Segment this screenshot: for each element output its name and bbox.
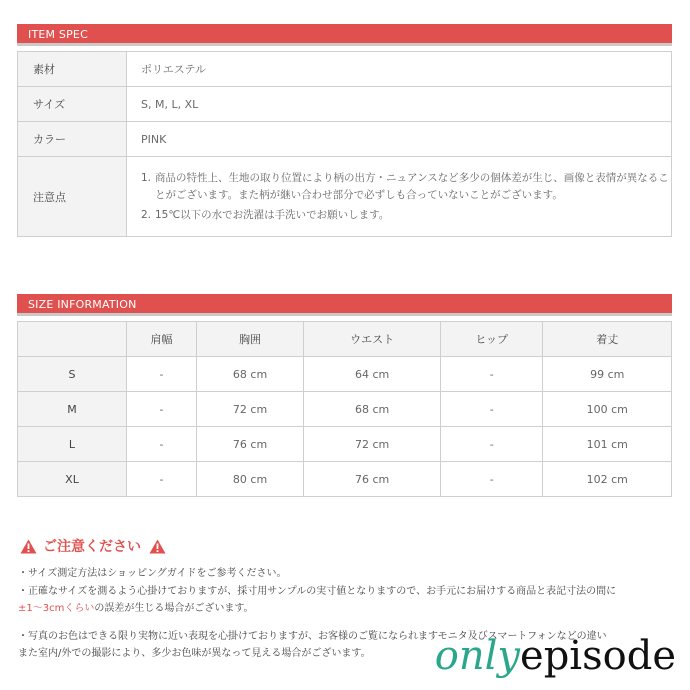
notice-highlight: ±1～3cmくらい xyxy=(18,603,95,614)
size-cell: 99 cm xyxy=(543,357,672,392)
spec-row-notes xyxy=(18,157,672,237)
spec-row-size xyxy=(18,87,672,122)
size-cell: 68 cm xyxy=(196,357,303,392)
size-cell: L xyxy=(18,427,127,462)
spec-value: S, M, L, XL xyxy=(127,87,672,122)
size-cell: 68 cm xyxy=(304,392,441,427)
brand-watermark xyxy=(434,633,676,679)
size-cell: 64 cm xyxy=(304,357,441,392)
item-spec-table xyxy=(17,51,672,237)
size-cell: - xyxy=(127,427,197,462)
size-header-cell: ウエスト xyxy=(304,322,441,357)
size-header-row xyxy=(18,322,672,357)
size-cell: - xyxy=(441,462,543,497)
size-info-title: SIZE INFORMATION xyxy=(17,294,672,316)
spec-label: カラー xyxy=(18,122,127,157)
notice-heading xyxy=(20,536,166,556)
note-number: 1. xyxy=(141,171,152,184)
notice-line: ・サイズ測定方法はショッピングガイドをご参考ください。 xyxy=(18,568,287,579)
notice-text: の誤差が生じる場合がございます。 xyxy=(94,603,254,614)
size-table xyxy=(17,321,672,497)
spec-value: ポリエステル xyxy=(127,52,672,87)
size-cell: 76 cm xyxy=(196,427,303,462)
item-spec-title: ITEM SPEC xyxy=(17,24,672,46)
spec-label: 素材 xyxy=(18,52,127,87)
size-row xyxy=(18,392,672,427)
warning-icon xyxy=(149,539,166,554)
size-cell: 100 cm xyxy=(543,392,672,427)
size-cell: - xyxy=(441,392,543,427)
notice-line: ・写真のお色はできる限り実物に近い表現を心掛けておりますが、お客様のご覧になられますモニタ及びスマートフォンなどの違い xyxy=(18,630,607,642)
size-header-cell: 着丈 xyxy=(543,322,672,357)
size-header-cell: 肩幅 xyxy=(127,322,197,357)
note-item xyxy=(141,170,671,204)
spec-label: 注意点 xyxy=(18,157,127,237)
size-cell: 80 cm xyxy=(196,462,303,497)
spec-row-color xyxy=(18,122,672,157)
size-cell: - xyxy=(441,427,543,462)
note-text: 15℃以下の水でお洗濯は手洗いでお願いします。 xyxy=(155,208,390,221)
warning-icon xyxy=(20,539,37,554)
notice-line xyxy=(18,600,673,618)
size-cell: XL xyxy=(18,462,127,497)
size-cell: - xyxy=(441,357,543,392)
spec-label: サイズ xyxy=(18,87,127,122)
size-cell: 72 cm xyxy=(196,392,303,427)
spec-row-material xyxy=(18,52,672,87)
size-cell: - xyxy=(127,462,197,497)
size-cell: 72 cm xyxy=(304,427,441,462)
size-header-cell: 胸囲 xyxy=(196,322,303,357)
notice-line: ・正確なサイズを測るよう心掛けておりますが、採寸用サンプルの実寸値となりますので、お手元にお届けする商品と表記寸法の間に xyxy=(18,585,617,597)
size-row xyxy=(18,427,672,462)
watermark-part: only xyxy=(434,633,521,679)
size-header-cell xyxy=(18,322,127,357)
size-row xyxy=(18,357,672,392)
spec-value: PINK xyxy=(127,122,672,157)
size-header-cell: ヒップ xyxy=(441,322,543,357)
note-number: 2. xyxy=(141,208,152,221)
note-item xyxy=(141,207,671,224)
notes-list xyxy=(141,170,671,224)
size-cell: - xyxy=(127,357,197,392)
notice-title: ご注意ください xyxy=(43,539,141,555)
note-text: 商品の特性上、生地の取り位置により柄の出方・ニュアンスなど多少の個体差が生じ、画像と表情が異なることがございます。また柄が継い合わせ部分で必ずしも合っていないことがございます。 xyxy=(155,171,669,201)
size-cell: 76 cm xyxy=(304,462,441,497)
size-cell: 101 cm xyxy=(543,427,672,462)
notice-line: また室内/外での撮影により、多少お色味が異なって見える場合がございます。 xyxy=(18,648,371,659)
size-cell: 102 cm xyxy=(543,462,672,497)
size-row xyxy=(18,462,672,497)
size-cell: - xyxy=(127,392,197,427)
watermark-part: episode xyxy=(520,633,676,679)
size-cell: M xyxy=(18,392,127,427)
size-cell: S xyxy=(18,357,127,392)
